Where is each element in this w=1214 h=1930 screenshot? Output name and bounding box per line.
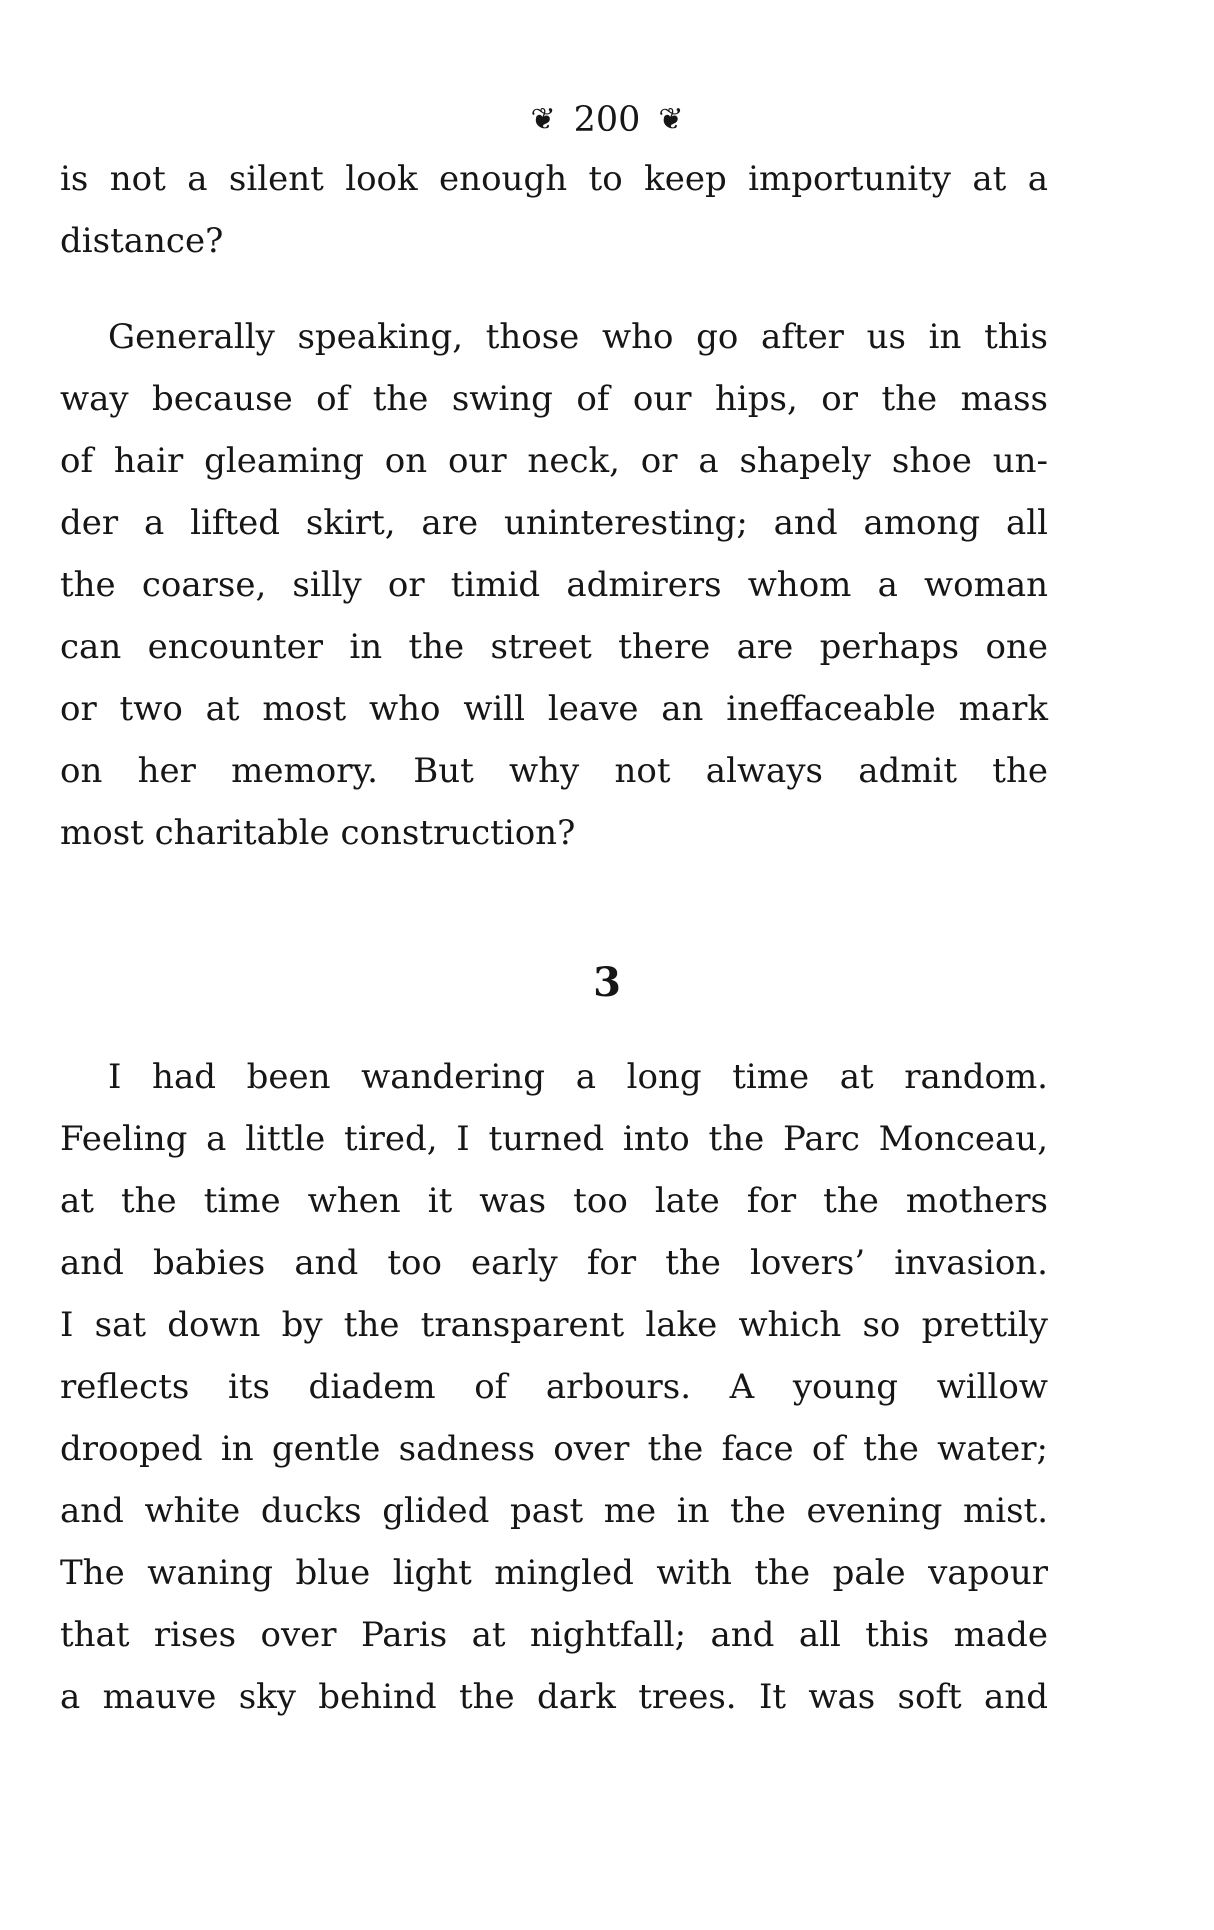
text-line: at the time when it was too late for the mothers — [60, 1181, 1048, 1221]
text-line: most charitable construction? — [60, 813, 576, 853]
text-line: the coarse, silly or timid admirers whom a woman — [60, 565, 1048, 605]
fleuron-left-icon: ❦ — [530, 102, 556, 137]
text-line: of hair gleaming on our neck, or a shapely shoe un- — [60, 441, 1048, 481]
text-line: way because of the swing of our hips, or the mass — [60, 379, 1048, 419]
text-line: distance? — [60, 221, 224, 261]
section-number: 3 — [593, 959, 621, 1006]
text-line: der a lifted skirt, are uninteresting; and among all — [60, 503, 1048, 543]
paragraph — [60, 1046, 1048, 1728]
text-line: is not a silent look enough to keep importunity at a — [60, 159, 1048, 199]
text-line: The waning blue light mingled with the pale vapour — [60, 1553, 1048, 1593]
text-line: and babies and too early for the lovers’ invasion. — [60, 1243, 1048, 1283]
text-line: or two at most who will leave an ineffaceable mark — [60, 689, 1048, 729]
paragraph — [60, 306, 1048, 864]
text-line: I had been wandering a long time at random. — [108, 1057, 1048, 1097]
fleuron-right-icon: ❦ — [658, 102, 684, 137]
text-line: Generally speaking, those who go after us in this — [108, 317, 1048, 357]
page-number: 200 — [573, 100, 641, 140]
text-line: a mauve sky behind the dark trees. It was soft and — [60, 1677, 1048, 1717]
text-line: reflects its diadem of arbours. A young willow — [60, 1367, 1048, 1407]
paragraph-continuation — [60, 148, 1048, 272]
page-header — [0, 98, 1214, 142]
text-line: on her memory. But why not always admit the — [60, 751, 1048, 791]
text-line: that rises over Paris at nightfall; and all this made — [60, 1615, 1048, 1655]
text-line: and white ducks glided past me in the evening mist. — [60, 1491, 1048, 1531]
text-line: I sat down by the transparent lake which so prettily — [60, 1305, 1048, 1345]
text-line: drooped in gentle sadness over the face of the water; — [60, 1429, 1048, 1469]
text-line: Feeling a little tired, I turned into the Parc Monceau, — [60, 1119, 1048, 1159]
text-line: can encounter in the street there are perhaps one — [60, 627, 1048, 667]
